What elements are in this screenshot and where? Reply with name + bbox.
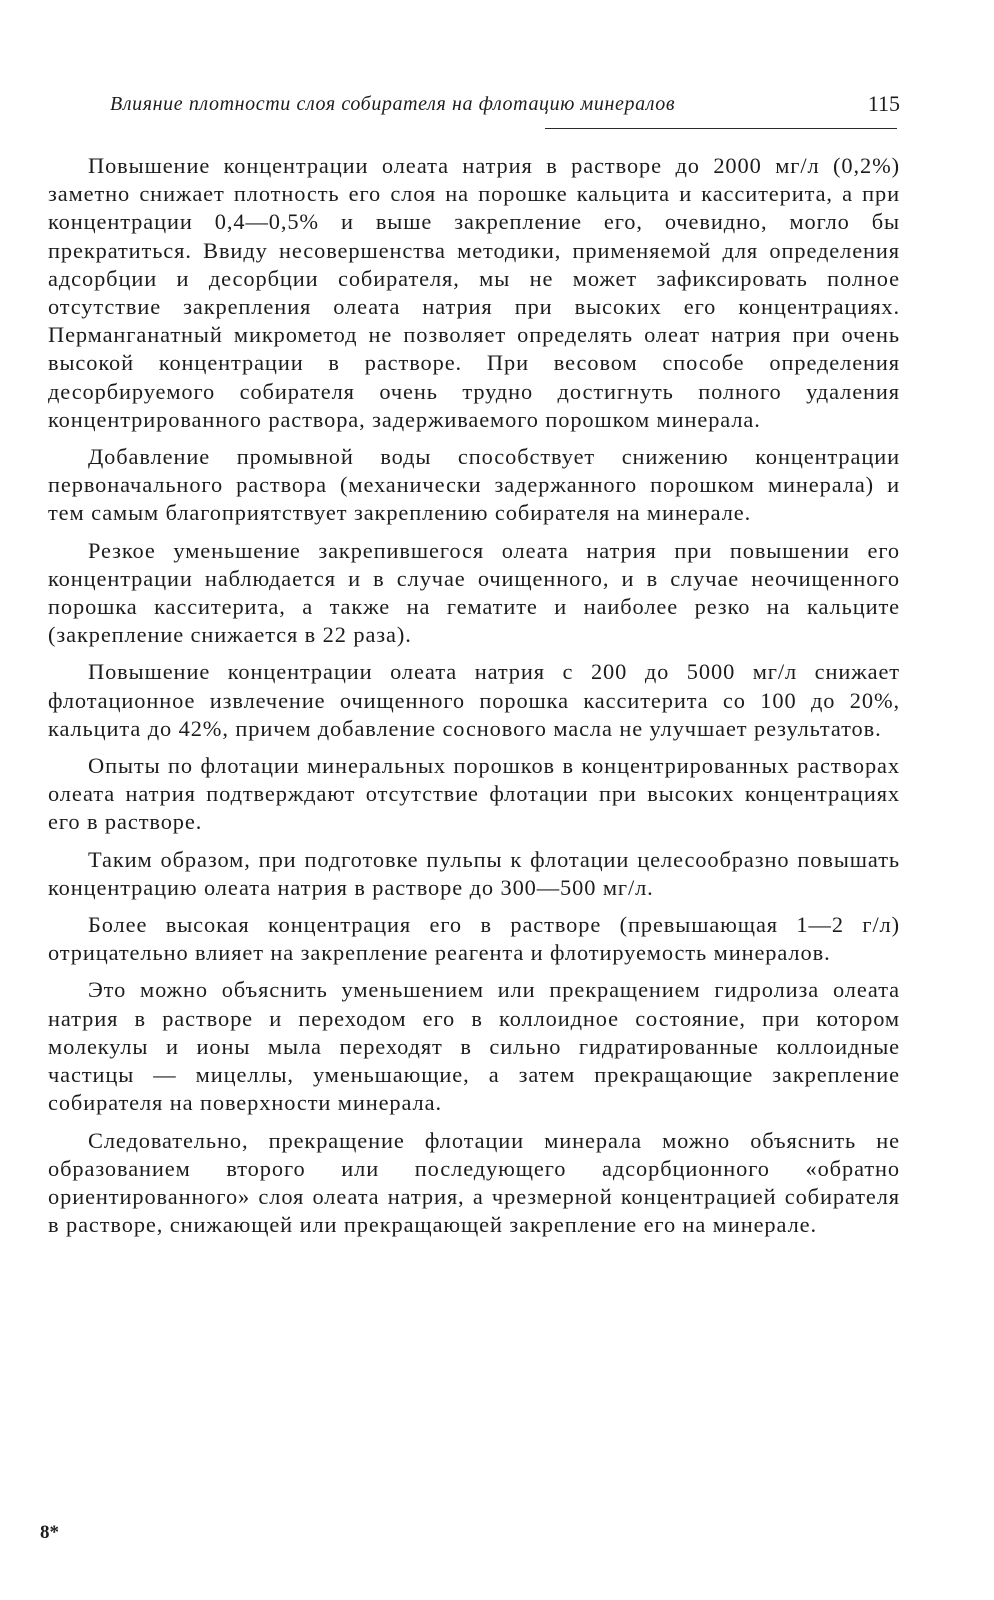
paragraph: Добавление промывной воды способствует снижению концентрации первоначального раствора (механически задержанного порошком минерала) и тем самым благоприятствует закреплению собирателя на минерале. — [48, 444, 900, 526]
paragraph: Резкое уменьшение закрепившегося олеата натрия при повышении его концентрации наблюдается и в случае очищенного, и в случае неочищенного порошка касситерита, а также на гематите и наиболее резко на кальците (закрепление снижается в 22 раза). — [48, 537, 900, 648]
body-text — [48, 152, 900, 1248]
page-number: 115 — [867, 91, 900, 116]
header-rule — [545, 128, 897, 129]
running-title: Влияние плотности слоя собирателя на флотацию минералов — [110, 93, 676, 115]
paragraph: Опыты по флотации минеральных порошков в концентрированных растворах олеата натрия подтверждают отсутствие флотации при высоких концентрациях его в растворе. — [48, 753, 900, 835]
paragraph: Повышение концентрации олеата натрия с 200 до 5000 мг/л снижает флотационное извлечение очищенного порошка касситерита со 100 до 20%, кальцита до 42%, причем добавление соснового масла не улучшает результатов. — [48, 659, 900, 741]
paragraph: Это можно объяснить уменьшением или прекращением гидролиза олеата натрия в растворе и переходом его в коллоидное состояние, при котором молекулы и ионы мыла переходят в сильно гидратированные коллоидные частицы — мицеллы, уменьшающие, а затем прекращающие закрепление собирателя на поверхности минерала. — [48, 977, 900, 1116]
paragraph: Более высокая концентрация его в растворе (превышающая 1—2 г/л) отрицательно влияет на закрепление реагента и флотируемость минералов. — [48, 912, 900, 966]
paragraph: Следовательно, прекращение флотации минерала можно объяснить не образованием второго или последующего адсорбционного «обратно ориентированного» слоя олеата натрия, а чрезмерной концентрацией собирателя в растворе, снижающей или прекращающей закрепление его на минерале. — [48, 1127, 900, 1238]
signature-mark: 8* — [40, 1522, 59, 1543]
paragraph: Таким образом, при подготовке пульпы к флотации целесообразно повышать концентрацию олеата натрия в растворе до 300—500 мг/л. — [48, 846, 900, 900]
running-head — [110, 93, 900, 125]
paragraph: Повышение концентрации олеата натрия в растворе до 2000 мг/л (0,2%) заметно снижает плотность его слоя на порошке кальцита и касситерита, а при концентрации 0,4—0,5% и выше закрепление его, очевидно, могло бы прекратиться. Ввиду несовершенства методики, применяемой для определения адсорбции и десорбции собирателя, мы не может зафиксировать полное отсутствие закрепления олеата натрия при высоких его концентрациях. Перманганатный микрометод не позволяет определять олеат натрия при очень высокой концентрации в растворе. При весовом способе определения десорбируемого собирателя очень трудно достигнуть полного удаления концентрированного раствора, задерживаемого порошком минерала. — [48, 153, 900, 432]
